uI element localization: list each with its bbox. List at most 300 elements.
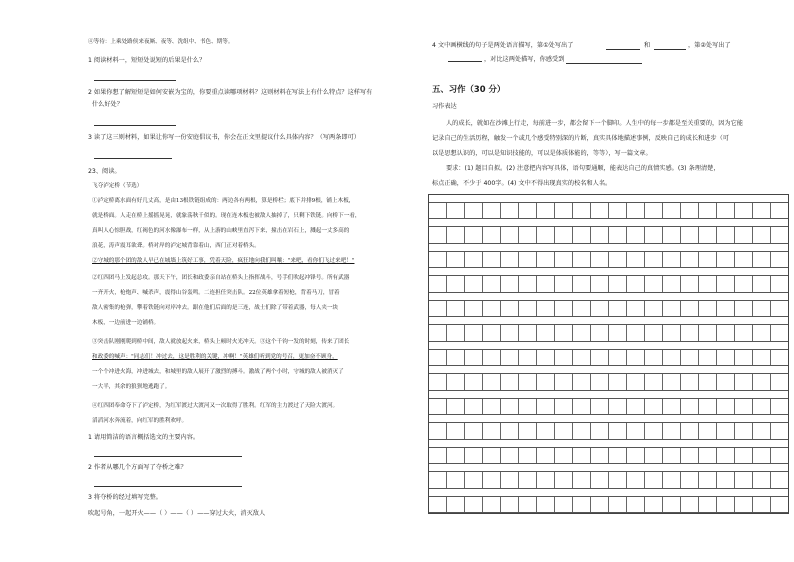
- grid-cell[interactable]: [537, 423, 555, 439]
- grid-cell[interactable]: [699, 252, 717, 268]
- grid-cell[interactable]: [429, 472, 447, 488]
- grid-cell[interactable]: [573, 423, 591, 439]
- grid-cell[interactable]: [609, 203, 627, 219]
- grid-cell[interactable]: [573, 301, 591, 317]
- grid-cell[interactable]: [519, 301, 537, 317]
- grid-cell[interactable]: [699, 374, 717, 390]
- grid-cell[interactable]: [663, 276, 681, 292]
- grid-cell[interactable]: [627, 448, 645, 464]
- grid-row: [429, 422, 788, 440]
- grid-cell[interactable]: [573, 350, 591, 366]
- grid-cell[interactable]: [753, 252, 771, 268]
- grid-cell[interactable]: [753, 472, 771, 488]
- grid-cell[interactable]: [537, 301, 555, 317]
- passage-line: ③突击队刚刚爬到桥中间，敌人就放起火来，桥头上顿时火光冲天。③这个千钧一发的时刻，传来了团长: [92, 339, 350, 345]
- grid-cell[interactable]: [519, 472, 537, 488]
- grid-cell[interactable]: [573, 227, 591, 243]
- grid-cell[interactable]: [537, 203, 555, 219]
- grid-cell[interactable]: [591, 252, 609, 268]
- grid-cell[interactable]: [429, 301, 447, 317]
- grid-cell[interactable]: [447, 325, 465, 341]
- grid-cell[interactable]: [537, 350, 555, 366]
- grid-cell[interactable]: [591, 448, 609, 464]
- grid-cell[interactable]: [717, 301, 735, 317]
- grid-cell[interactable]: [735, 423, 753, 439]
- grid-cell[interactable]: [771, 325, 788, 341]
- grid-cell[interactable]: [681, 399, 699, 415]
- grid-cell[interactable]: [627, 203, 645, 219]
- grid-cell[interactable]: [483, 203, 501, 219]
- grid-cell[interactable]: [645, 301, 663, 317]
- grid-cell[interactable]: [483, 374, 501, 390]
- question-c: 3 将夺桥的经过填写完整。: [88, 494, 162, 501]
- grid-cell[interactable]: [501, 448, 519, 464]
- grid-cell[interactable]: [483, 423, 501, 439]
- grid-row: [429, 226, 788, 244]
- grid-cell[interactable]: [537, 325, 555, 341]
- grid-cell[interactable]: [699, 497, 717, 513]
- grid-cell[interactable]: [627, 276, 645, 292]
- grid-cell[interactable]: [645, 203, 663, 219]
- grid-cell[interactable]: [429, 374, 447, 390]
- grid-cell[interactable]: [771, 423, 788, 439]
- grid-cell[interactable]: [681, 374, 699, 390]
- grid-cell[interactable]: [501, 423, 519, 439]
- requirements-line: 要求：(1) 题目自拟。(2) 注意把内容写具体，语句要通顺，能表达自己的真情实感。(3) 条理清楚，: [446, 165, 720, 172]
- grid-cell[interactable]: [555, 227, 573, 243]
- grid-cell[interactable]: [465, 203, 483, 219]
- answer-blank-4[interactable]: [566, 63, 642, 64]
- grid-cell[interactable]: [735, 203, 753, 219]
- grid-cell[interactable]: [753, 203, 771, 219]
- grid-cell[interactable]: [483, 252, 501, 268]
- grid-cell[interactable]: [717, 448, 735, 464]
- grid-cell[interactable]: [591, 227, 609, 243]
- prompt-line: 人的成长，就如在沙滩上行走，每前进一步，都会留下一个脚印。人生中的每一步都是至关重要的，因为它能: [446, 120, 743, 127]
- grid-cell[interactable]: [429, 448, 447, 464]
- grid-cell[interactable]: [717, 423, 735, 439]
- grid-cell[interactable]: [753, 497, 771, 513]
- grid-cell[interactable]: [699, 472, 717, 488]
- grid-cell[interactable]: [663, 399, 681, 415]
- grid-cell[interactable]: [663, 252, 681, 268]
- grid-row: [429, 251, 788, 269]
- grid-cell[interactable]: [663, 423, 681, 439]
- grid-cell[interactable]: [537, 374, 555, 390]
- grid-cell[interactable]: [699, 227, 717, 243]
- grid-cell[interactable]: [573, 399, 591, 415]
- writing-grid[interactable]: [428, 194, 789, 514]
- grid-cell[interactable]: [717, 276, 735, 292]
- grid-cell[interactable]: [681, 203, 699, 219]
- grid-cell[interactable]: [717, 252, 735, 268]
- grid-cell[interactable]: [645, 350, 663, 366]
- grid-cell[interactable]: [645, 472, 663, 488]
- grid-cell[interactable]: [627, 472, 645, 488]
- grid-cell[interactable]: [429, 252, 447, 268]
- grid-cell[interactable]: [699, 325, 717, 341]
- grid-cell[interactable]: [483, 472, 501, 488]
- grid-cell[interactable]: [735, 497, 753, 513]
- grid-cell[interactable]: [681, 497, 699, 513]
- grid-cell[interactable]: [537, 497, 555, 513]
- grid-cell[interactable]: [735, 350, 753, 366]
- grid-cell[interactable]: [573, 472, 591, 488]
- grid-cell[interactable]: [591, 374, 609, 390]
- grid-cell[interactable]: [501, 325, 519, 341]
- grid-cell[interactable]: [627, 350, 645, 366]
- grid-cell[interactable]: [699, 301, 717, 317]
- answer-line-q2[interactable]: [94, 125, 176, 126]
- grid-cell[interactable]: [555, 374, 573, 390]
- grid-cell[interactable]: [483, 497, 501, 513]
- passage-line: 就是桥面。人走在桥上摇摇晃晃，就象荡秋千似的。现在连木板也被敌人抽掉了，只剩下铁链。向桥下一看，: [92, 213, 361, 219]
- grid-cell[interactable]: [699, 448, 717, 464]
- grid-cell[interactable]: [501, 301, 519, 317]
- grid-cell[interactable]: [591, 497, 609, 513]
- grid-cell[interactable]: [555, 423, 573, 439]
- grid-cell[interactable]: [771, 276, 788, 292]
- grid-cell[interactable]: [627, 399, 645, 415]
- grid-cell[interactable]: [681, 448, 699, 464]
- grid-cell[interactable]: [591, 399, 609, 415]
- grid-cell[interactable]: [681, 227, 699, 243]
- grid-cell[interactable]: [717, 497, 735, 513]
- grid-cell[interactable]: [447, 227, 465, 243]
- grid-cell[interactable]: [771, 497, 788, 513]
- grid-cell[interactable]: [609, 325, 627, 341]
- grid-cell[interactable]: [555, 399, 573, 415]
- grid-cell[interactable]: [501, 227, 519, 243]
- grid-cell[interactable]: [681, 325, 699, 341]
- grid-cell[interactable]: [609, 301, 627, 317]
- grid-cell[interactable]: [609, 497, 627, 513]
- grid-cell[interactable]: [771, 301, 788, 317]
- grid-row: [429, 373, 788, 391]
- passage-line: 滔滔河水奔流着，向红军的胜利欢呼。: [92, 418, 188, 424]
- grid-cell[interactable]: [537, 472, 555, 488]
- grid-cell[interactable]: [447, 399, 465, 415]
- grid-cell[interactable]: [609, 252, 627, 268]
- grid-cell[interactable]: [645, 423, 663, 439]
- prompt-line: 记录自己的生活历程，触发一个或几个感受特别深的片断，真实具体地描述事例，反映自己的成长和进步（可: [432, 135, 729, 142]
- grid-cell[interactable]: [771, 350, 788, 366]
- grid-cell[interactable]: [465, 472, 483, 488]
- grid-cell[interactable]: [555, 325, 573, 341]
- grid-cell[interactable]: [753, 325, 771, 341]
- grid-cell[interactable]: [681, 423, 699, 439]
- grid-cell[interactable]: [627, 497, 645, 513]
- grid-cell[interactable]: [717, 350, 735, 366]
- grid-cell[interactable]: [573, 325, 591, 341]
- grid-cell[interactable]: [465, 252, 483, 268]
- grid-cell[interactable]: [753, 399, 771, 415]
- grid-cell[interactable]: [501, 203, 519, 219]
- grid-cell[interactable]: [519, 325, 537, 341]
- grid-cell[interactable]: [519, 203, 537, 219]
- grid-cell[interactable]: [501, 350, 519, 366]
- grid-cell[interactable]: [447, 276, 465, 292]
- grid-cell[interactable]: [645, 448, 663, 464]
- grid-cell[interactable]: [771, 472, 788, 488]
- grid-cell[interactable]: [465, 497, 483, 513]
- grid-cell[interactable]: [771, 448, 788, 464]
- grid-cell[interactable]: [573, 448, 591, 464]
- grid-cell[interactable]: [663, 374, 681, 390]
- grid-cell[interactable]: [627, 423, 645, 439]
- grid-cell[interactable]: [447, 252, 465, 268]
- grid-cell[interactable]: [645, 276, 663, 292]
- answer-line-q1[interactable]: [94, 80, 176, 81]
- grid-cell[interactable]: [573, 497, 591, 513]
- grid-cell[interactable]: [609, 423, 627, 439]
- grid-cell[interactable]: [519, 374, 537, 390]
- grid-cell[interactable]: [699, 423, 717, 439]
- grid-cell[interactable]: [663, 227, 681, 243]
- answer-blank-1[interactable]: [606, 49, 640, 50]
- grid-cell[interactable]: [429, 276, 447, 292]
- grid-cell[interactable]: [609, 350, 627, 366]
- grid-cell[interactable]: [591, 472, 609, 488]
- grid-cell[interactable]: [753, 374, 771, 390]
- grid-cell[interactable]: [501, 374, 519, 390]
- question-2-line1: 2 如果你想了解短短是如何安嵌为宝的，你要重点读哪项材料？这则材料在写法上有什么特点？这样写有: [88, 89, 373, 96]
- grid-cell[interactable]: [753, 448, 771, 464]
- passage-line: ①泸定桥离水面有好几丈高，是由13根铁链组成的：两边各有两根，算是桥栏；底下并排9根，铺上木板，: [92, 198, 355, 204]
- grid-cell[interactable]: [717, 325, 735, 341]
- question-4-part1: 4 文中画横线的句子是两处语言描写，第①处写出了: [432, 42, 574, 49]
- question-2-line2: 什么好处？: [92, 101, 123, 108]
- grid-cell[interactable]: [483, 399, 501, 415]
- grid-cell[interactable]: [447, 497, 465, 513]
- grid-cell[interactable]: [753, 423, 771, 439]
- question-4-part4: ，对比这两处描写，你感受到: [484, 56, 565, 63]
- grid-cell[interactable]: [483, 301, 501, 317]
- grid-cell[interactable]: [483, 227, 501, 243]
- grid-cell[interactable]: [555, 203, 573, 219]
- passage-underlined-line: ②守城的那个团的敌人早已在城墙上筑好工事，凭着天险，疯狂地向我们叫嚷："来吧，看你们飞过来吧！": [92, 258, 355, 264]
- passage-line: ②红四团马上发起总攻。那天下午，团长和政委亲自站在桥头上指挥战斗，号手们吹起冲锋号。所有武器: [92, 275, 350, 281]
- grid-cell[interactable]: [663, 350, 681, 366]
- grid-cell[interactable]: [681, 472, 699, 488]
- grid-cell[interactable]: [681, 276, 699, 292]
- grid-cell[interactable]: [519, 399, 537, 415]
- grid-cell[interactable]: [645, 252, 663, 268]
- grid-cell[interactable]: [717, 227, 735, 243]
- grid-cell[interactable]: [537, 448, 555, 464]
- grid-cell[interactable]: [753, 227, 771, 243]
- grid-cell[interactable]: [645, 325, 663, 341]
- grid-cell[interactable]: [429, 423, 447, 439]
- grid-cell[interactable]: [447, 301, 465, 317]
- grid-row: [429, 398, 788, 416]
- grid-cell[interactable]: [501, 276, 519, 292]
- grid-cell[interactable]: [735, 374, 753, 390]
- grid-cell[interactable]: [519, 276, 537, 292]
- grid-cell[interactable]: [771, 374, 788, 390]
- grid-cell[interactable]: [771, 203, 788, 219]
- grid-cell[interactable]: [465, 423, 483, 439]
- grid-cell[interactable]: [645, 374, 663, 390]
- grid-cell[interactable]: [663, 497, 681, 513]
- grid-cell[interactable]: [573, 374, 591, 390]
- passage-line: 一大半，其余的狼狈地逃跑了。: [92, 384, 171, 390]
- grid-cell[interactable]: [483, 448, 501, 464]
- grid-cell[interactable]: [501, 472, 519, 488]
- grid-cell[interactable]: [555, 472, 573, 488]
- grid-cell[interactable]: [609, 374, 627, 390]
- grid-cell[interactable]: [699, 399, 717, 415]
- grid-cell[interactable]: [753, 276, 771, 292]
- grid-cell[interactable]: [555, 350, 573, 366]
- grid-cell[interactable]: [465, 227, 483, 243]
- question-4-part2: 和: [644, 42, 651, 49]
- question-a: 1 请用简洁的语言概括选文的主要内容。: [88, 434, 200, 441]
- grid-cell[interactable]: [627, 325, 645, 341]
- grid-cell[interactable]: [627, 301, 645, 317]
- answer-line-q3[interactable]: [94, 158, 172, 159]
- grid-cell[interactable]: [717, 472, 735, 488]
- writing-subheading: 习作表达: [432, 103, 457, 110]
- grid-cell[interactable]: [591, 301, 609, 317]
- grid-cell[interactable]: [609, 472, 627, 488]
- grid-cell[interactable]: [537, 276, 555, 292]
- answer-line-b[interactable]: [94, 486, 242, 487]
- grid-cell[interactable]: [753, 301, 771, 317]
- grid-cell[interactable]: [663, 448, 681, 464]
- grid-cell[interactable]: [735, 472, 753, 488]
- grid-cell[interactable]: [735, 325, 753, 341]
- grid-cell[interactable]: [627, 252, 645, 268]
- grid-cell[interactable]: [465, 301, 483, 317]
- grid-cell[interactable]: [663, 472, 681, 488]
- grid-cell[interactable]: [519, 350, 537, 366]
- grid-cell[interactable]: [573, 276, 591, 292]
- grid-cell[interactable]: [447, 374, 465, 390]
- grid-cell[interactable]: [519, 252, 537, 268]
- grid-cell[interactable]: [483, 276, 501, 292]
- grid-cell[interactable]: [447, 203, 465, 219]
- grid-cell[interactable]: [735, 301, 753, 317]
- grid-cell[interactable]: [465, 350, 483, 366]
- passage-line: ④红四团奉命夺下了泸定桥，为红军渡过大渡河又一次取得了胜利。红军的主力渡过了天险大渡河。: [92, 403, 339, 409]
- grid-cell[interactable]: [735, 399, 753, 415]
- passage-title: 飞夺泸定桥（节选）: [92, 183, 143, 189]
- grid-cell[interactable]: [519, 448, 537, 464]
- grid-cell[interactable]: [429, 399, 447, 415]
- grid-cell[interactable]: [591, 203, 609, 219]
- grid-cell[interactable]: [717, 203, 735, 219]
- grid-cell[interactable]: [717, 374, 735, 390]
- grid-cell[interactable]: [645, 227, 663, 243]
- grid-cell[interactable]: [753, 350, 771, 366]
- grid-cell[interactable]: [501, 399, 519, 415]
- grid-cell[interactable]: [519, 497, 537, 513]
- grid-cell[interactable]: [555, 252, 573, 268]
- grid-cell[interactable]: [663, 203, 681, 219]
- grid-cell[interactable]: [609, 227, 627, 243]
- grid-cell[interactable]: [699, 350, 717, 366]
- grid-cell[interactable]: [609, 399, 627, 415]
- grid-cell[interactable]: [627, 374, 645, 390]
- grid-cell[interactable]: [681, 252, 699, 268]
- answer-blank-3[interactable]: [448, 61, 482, 62]
- grid-cell[interactable]: [519, 423, 537, 439]
- grid-cell[interactable]: [591, 350, 609, 366]
- grid-cell[interactable]: [429, 325, 447, 341]
- requirements-line: 标点正确，不少于 400字。(4) 文中不得出现真实的校名和人名。: [432, 180, 612, 187]
- grid-cell[interactable]: [537, 399, 555, 415]
- grid-cell[interactable]: [465, 276, 483, 292]
- grid-row: [429, 349, 788, 367]
- grid-cell[interactable]: [555, 448, 573, 464]
- grid-cell[interactable]: [699, 276, 717, 292]
- grid-cell[interactable]: [555, 276, 573, 292]
- grid-cell[interactable]: [429, 497, 447, 513]
- grid-row: [429, 324, 788, 342]
- grid-cell[interactable]: [735, 227, 753, 243]
- grid-cell[interactable]: [645, 497, 663, 513]
- grid-cell[interactable]: [447, 423, 465, 439]
- grid-cell[interactable]: [609, 276, 627, 292]
- grid-cell[interactable]: [501, 497, 519, 513]
- grid-cell[interactable]: [645, 399, 663, 415]
- grid-cell[interactable]: [483, 350, 501, 366]
- question-b: 2 作者从哪几个方面写了夺桥之难？: [88, 464, 187, 471]
- grid-cell[interactable]: [537, 227, 555, 243]
- grid-cell[interactable]: [465, 399, 483, 415]
- grid-cell[interactable]: [735, 276, 753, 292]
- grid-cell[interactable]: [429, 350, 447, 366]
- grid-cell[interactable]: [771, 252, 788, 268]
- grid-cell[interactable]: [717, 399, 735, 415]
- grid-cell[interactable]: [735, 252, 753, 268]
- grid-cell[interactable]: [735, 448, 753, 464]
- grid-cell[interactable]: [447, 350, 465, 366]
- grid-cell[interactable]: [591, 325, 609, 341]
- grid-cell[interactable]: [771, 227, 788, 243]
- grid-cell[interactable]: [501, 252, 519, 268]
- grid-cell[interactable]: [447, 448, 465, 464]
- grid-cell[interactable]: [519, 227, 537, 243]
- grid-cell[interactable]: [555, 497, 573, 513]
- grid-cell[interactable]: [483, 325, 501, 341]
- grid-cell[interactable]: [447, 472, 465, 488]
- question-1: 1 阅读材料一，短短处说短的后果是什么？: [88, 57, 206, 64]
- grid-cell[interactable]: [573, 252, 591, 268]
- grid-cell[interactable]: [663, 301, 681, 317]
- answer-line-a[interactable]: [94, 456, 242, 457]
- grid-cell[interactable]: [573, 203, 591, 219]
- grid-cell[interactable]: [681, 301, 699, 317]
- grid-cell[interactable]: [555, 301, 573, 317]
- grid-cell[interactable]: [609, 448, 627, 464]
- grid-cell[interactable]: [429, 227, 447, 243]
- grid-cell[interactable]: [627, 227, 645, 243]
- grid-cell[interactable]: [591, 423, 609, 439]
- grid-cell[interactable]: [681, 350, 699, 366]
- grid-cell[interactable]: [771, 399, 788, 415]
- grid-cell[interactable]: [537, 252, 555, 268]
- grid-cell[interactable]: [465, 448, 483, 464]
- grid-cell[interactable]: [591, 276, 609, 292]
- grid-cell[interactable]: [465, 325, 483, 341]
- grid-cell[interactable]: [699, 203, 717, 219]
- grid-cell[interactable]: [465, 374, 483, 390]
- grid-cell[interactable]: [663, 325, 681, 341]
- answer-blank-2[interactable]: [654, 49, 686, 50]
- grid-cell[interactable]: [429, 203, 447, 219]
